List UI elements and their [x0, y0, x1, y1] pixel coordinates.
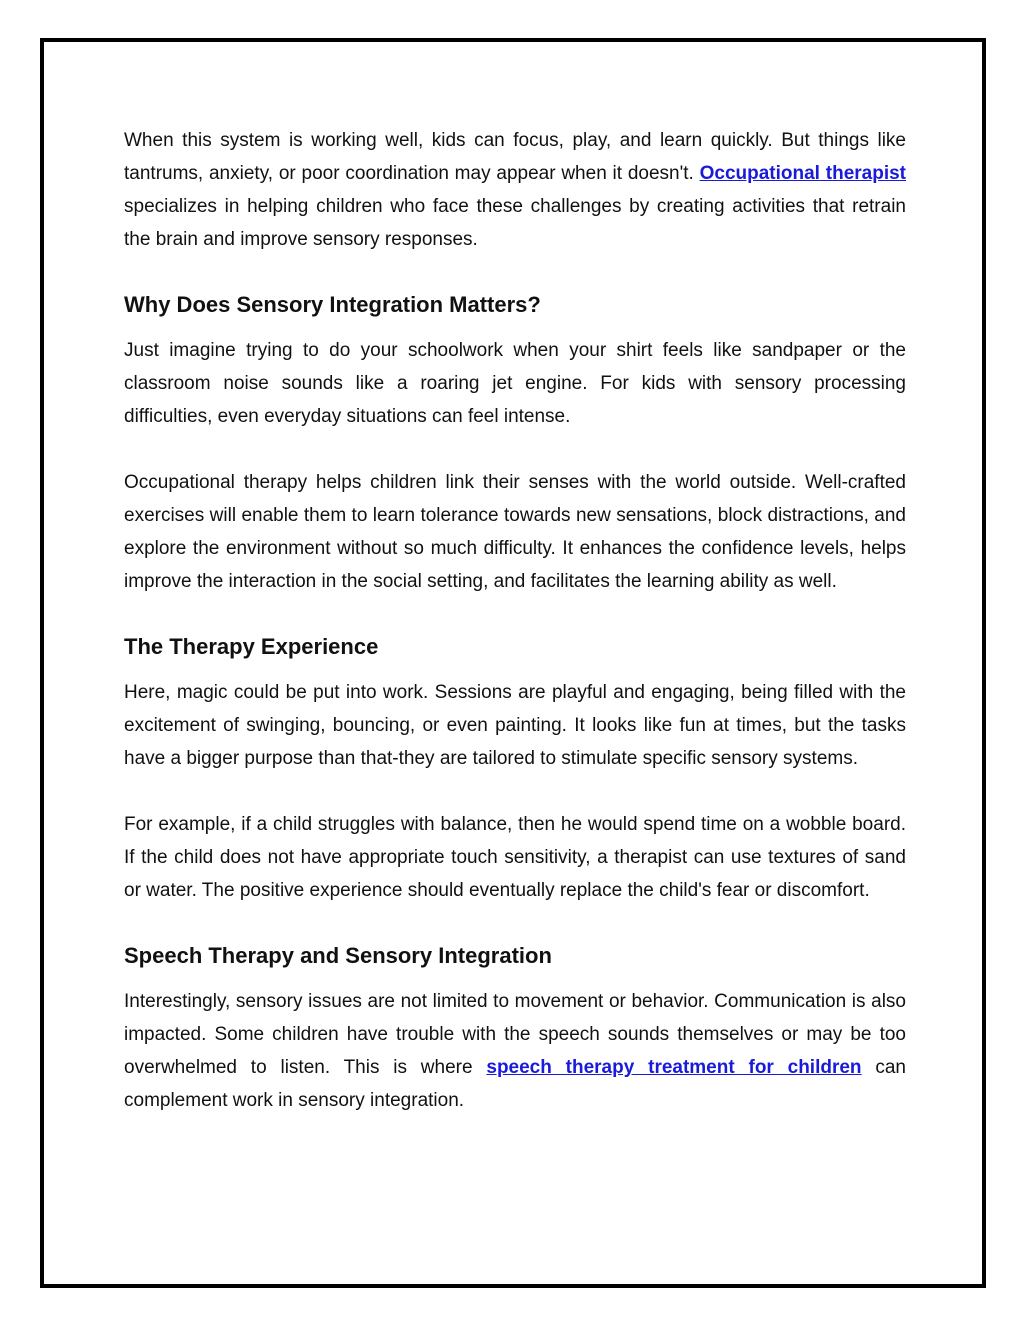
why-paragraph-2: Occupational therapy helps children link their senses with the world outside. Well-crafted exercises will enable them to learn tolerance towards new sensations, block distractions, and explore the environment without so much difficulty. It enhances the confidence levels, helps improve the interaction in the social setting, and facilitates the learning ability as well.	[124, 472, 906, 592]
speech-paragraph	[124, 985, 906, 1117]
document-body	[124, 124, 906, 1117]
heading-why-sensory-integration: Why Does Sensory Integration Matters?	[124, 292, 541, 317]
page-frame	[40, 38, 986, 1288]
why-paragraph-1: Just imagine trying to do your schoolwork when your shirt feels like sandpaper or the classroom noise sounds like a roaring jet engine. For kids with sensory processing difficulties, even everyday situations can feel intense.	[124, 340, 906, 427]
experience-paragraph-1: Here, magic could be put into work. Sessions are playful and engaging, being filled with the excitement of swinging, bouncing, or even painting. It looks like fun at times, but the tasks have a bigger purpose than that-they are tailored to stimulate specific sensory systems.	[124, 682, 906, 769]
heading-speech-therapy: Speech Therapy and Sensory Integration	[124, 943, 552, 968]
intro-text-end: specializes in helping children who face these challenges by creating activities that retrain the brain and improve sensory responses.	[124, 196, 906, 250]
speech-text-end: can complement work in sensory integration.	[124, 1057, 906, 1111]
heading-therapy-experience: The Therapy Experience	[124, 634, 379, 659]
intro-text-start: When this system is working well, kids can focus, play, and learn quickly. But things like tantrums, anxiety, or poor coordination may appear when it doesn't.	[124, 130, 906, 184]
intro-paragraph	[124, 124, 906, 256]
speech-therapy-link[interactable]: speech therapy treatment for children	[486, 1057, 862, 1078]
occupational-therapist-link[interactable]: Occupational therapist	[699, 163, 907, 184]
experience-paragraph-2: For example, if a child struggles with balance, then he would spend time on a wobble board. If the child does not have appropriate touch sensitivity, a therapist can use textures of sand or water. The positive experience should eventually replace the child's fear or discomfort.	[124, 814, 906, 901]
speech-paragraph-clip	[124, 985, 906, 1117]
speech-text-start: Interestingly, sensory issues are not limited to movement or behavior. Communication is also impacted. Some children have trouble with the speech sounds themselves or may be too overwhelmed to listen. This is where	[124, 991, 906, 1078]
